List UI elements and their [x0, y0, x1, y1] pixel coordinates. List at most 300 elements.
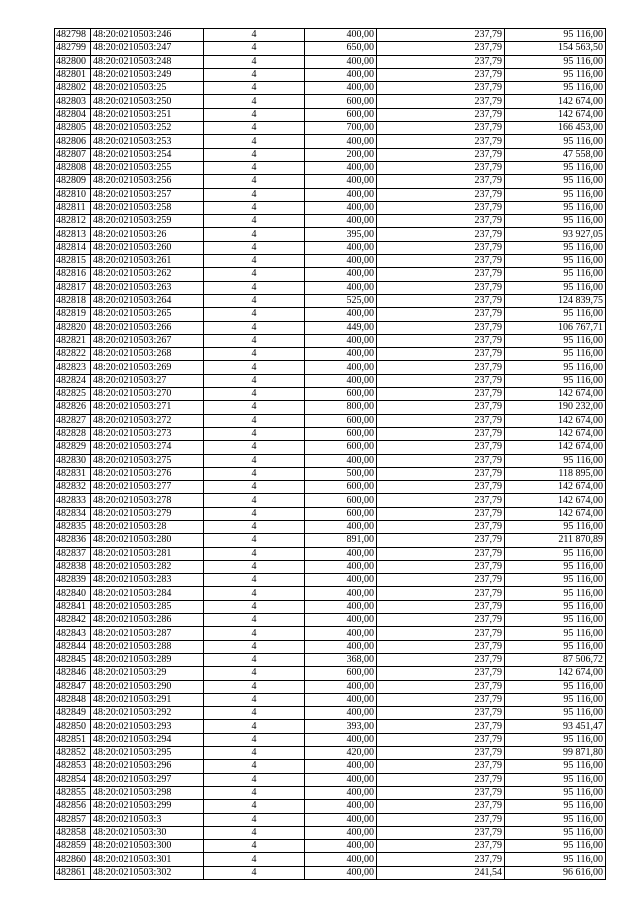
category-cell: 4 [204, 148, 305, 161]
area-cell: 400,00 [305, 547, 377, 560]
cadastral-number-cell: 48:20:0210503:28 [91, 520, 204, 533]
area-cell: 400,00 [305, 281, 377, 294]
category-cell: 4 [204, 175, 305, 188]
cadastral-value-cell: 93 451,47 [505, 720, 606, 733]
category-cell: 4 [204, 853, 305, 866]
cadastral-value-cell: 95 116,00 [505, 640, 606, 653]
cadastral-value-cell: 142 674,00 [505, 414, 606, 427]
row-number-cell: 482817 [55, 281, 91, 294]
area-cell: 400,00 [305, 640, 377, 653]
row-number-cell: 482807 [55, 148, 91, 161]
row-number-cell: 482858 [55, 826, 91, 839]
row-number-cell: 482854 [55, 773, 91, 786]
area-cell: 600,00 [305, 507, 377, 520]
area-cell: 600,00 [305, 494, 377, 507]
cadastral-number-cell: 48:20:0210503:299 [91, 800, 204, 813]
cadastral-value-cell: 142 674,00 [505, 95, 606, 108]
rate-cell: 237,79 [377, 414, 505, 427]
category-cell: 4 [204, 800, 305, 813]
table-row [55, 308, 606, 321]
rate-cell: 237,79 [377, 294, 505, 307]
category-cell: 4 [204, 653, 305, 666]
cadastral-value-cell: 124 839,75 [505, 294, 606, 307]
rate-cell: 237,79 [377, 135, 505, 148]
row-number-cell: 482841 [55, 600, 91, 613]
cadastral-number-cell: 48:20:0210503:262 [91, 268, 204, 281]
cadastral-number-cell: 48:20:0210503:288 [91, 640, 204, 653]
table-row [55, 108, 606, 121]
rate-cell: 237,79 [377, 693, 505, 706]
table-row [55, 667, 606, 680]
row-number-cell: 482849 [55, 707, 91, 720]
rate-cell: 237,79 [377, 95, 505, 108]
area-cell: 400,00 [305, 707, 377, 720]
table-row [55, 600, 606, 613]
area-cell: 400,00 [305, 241, 377, 254]
area-cell: 400,00 [305, 773, 377, 786]
rate-cell: 237,79 [377, 560, 505, 573]
table-row [55, 574, 606, 587]
table-row [55, 188, 606, 201]
row-number-cell: 482840 [55, 587, 91, 600]
cadastral-value-cell: 142 674,00 [505, 507, 606, 520]
cadastral-value-cell: 95 116,00 [505, 840, 606, 853]
category-cell: 4 [204, 614, 305, 627]
area-cell: 600,00 [305, 667, 377, 680]
cadastral-value-cell: 142 674,00 [505, 494, 606, 507]
area-cell: 400,00 [305, 308, 377, 321]
table-row [55, 348, 606, 361]
cadastral-number-cell: 48:20:0210503:275 [91, 454, 204, 467]
cadastral-number-cell: 48:20:0210503:265 [91, 308, 204, 321]
category-cell: 4 [204, 294, 305, 307]
cadastral-value-cell: 118 895,00 [505, 467, 606, 480]
row-number-cell: 482822 [55, 348, 91, 361]
rate-cell: 237,79 [377, 547, 505, 560]
category-cell: 4 [204, 161, 305, 174]
area-cell: 600,00 [305, 427, 377, 440]
cadastral-value-cell: 95 116,00 [505, 547, 606, 560]
category-cell: 4 [204, 374, 305, 387]
cadastral-number-cell: 48:20:0210503:302 [91, 866, 204, 879]
cadastral-number-cell: 48:20:0210503:248 [91, 55, 204, 68]
cadastral-value-cell: 95 116,00 [505, 574, 606, 587]
rate-cell: 237,79 [377, 334, 505, 347]
row-number-cell: 482860 [55, 853, 91, 866]
category-cell: 4 [204, 334, 305, 347]
category-cell: 4 [204, 786, 305, 799]
area-cell: 400,00 [305, 826, 377, 839]
area-cell: 400,00 [305, 374, 377, 387]
cadastral-value-cell: 95 116,00 [505, 68, 606, 81]
row-number-cell: 482835 [55, 520, 91, 533]
category-cell: 4 [204, 667, 305, 680]
table-row [55, 840, 606, 853]
cadastral-number-cell: 48:20:0210503:259 [91, 215, 204, 228]
cadastral-value-cell: 95 116,00 [505, 55, 606, 68]
table-row [55, 760, 606, 773]
table-body [55, 29, 606, 880]
category-cell: 4 [204, 640, 305, 653]
cadastral-number-cell: 48:20:0210503:25 [91, 82, 204, 95]
area-cell: 400,00 [305, 693, 377, 706]
rate-cell: 237,79 [377, 161, 505, 174]
table-row [55, 95, 606, 108]
category-cell: 4 [204, 95, 305, 108]
row-number-cell: 482833 [55, 494, 91, 507]
area-cell: 400,00 [305, 29, 377, 42]
cadastral-value-cell: 95 116,00 [505, 627, 606, 640]
rate-cell: 237,79 [377, 467, 505, 480]
category-cell: 4 [204, 693, 305, 706]
category-cell: 4 [204, 401, 305, 414]
area-cell: 400,00 [305, 520, 377, 533]
cadastral-value-cell: 95 116,00 [505, 707, 606, 720]
area-cell: 400,00 [305, 334, 377, 347]
rate-cell: 237,79 [377, 747, 505, 760]
cadastral-value-cell: 95 116,00 [505, 800, 606, 813]
cadastral-value-cell: 95 116,00 [505, 201, 606, 214]
area-cell: 891,00 [305, 534, 377, 547]
cadastral-number-cell: 48:20:0210503:26 [91, 228, 204, 241]
cadastral-number-cell: 48:20:0210503:281 [91, 547, 204, 560]
row-number-cell: 482823 [55, 361, 91, 374]
row-number-cell: 482851 [55, 733, 91, 746]
cadastral-number-cell: 48:20:0210503:258 [91, 201, 204, 214]
category-cell: 4 [204, 747, 305, 760]
row-number-cell: 482830 [55, 454, 91, 467]
rate-cell: 237,79 [377, 82, 505, 95]
category-cell: 4 [204, 361, 305, 374]
table-row [55, 175, 606, 188]
rate-cell: 237,79 [377, 760, 505, 773]
cadastral-value-cell: 95 116,00 [505, 215, 606, 228]
cadastral-number-cell: 48:20:0210503:301 [91, 853, 204, 866]
cadastral-number-cell: 48:20:0210503:279 [91, 507, 204, 520]
rate-cell: 237,79 [377, 853, 505, 866]
table-row [55, 255, 606, 268]
table-row [55, 786, 606, 799]
category-cell: 4 [204, 467, 305, 480]
table-row [55, 241, 606, 254]
area-cell: 400,00 [305, 215, 377, 228]
table-row [55, 547, 606, 560]
area-cell: 393,00 [305, 720, 377, 733]
table-row [55, 640, 606, 653]
cadastral-value-cell: 95 116,00 [505, 29, 606, 42]
table-row [55, 427, 606, 440]
area-cell: 400,00 [305, 800, 377, 813]
rate-cell: 237,79 [377, 388, 505, 401]
category-cell: 4 [204, 82, 305, 95]
table-row [55, 826, 606, 839]
cadastral-value-cell: 87 506,72 [505, 653, 606, 666]
rate-cell: 237,79 [377, 507, 505, 520]
cadastral-value-cell: 95 116,00 [505, 281, 606, 294]
table-row [55, 627, 606, 640]
area-cell: 395,00 [305, 228, 377, 241]
rate-cell: 237,79 [377, 786, 505, 799]
cadastral-value-cell: 95 116,00 [505, 680, 606, 693]
area-cell: 400,00 [305, 188, 377, 201]
table-row [55, 161, 606, 174]
cadastral-number-cell: 48:20:0210503:251 [91, 108, 204, 121]
row-number-cell: 482826 [55, 401, 91, 414]
table-row [55, 321, 606, 334]
area-cell: 400,00 [305, 600, 377, 613]
row-number-cell: 482852 [55, 747, 91, 760]
row-number-cell: 482799 [55, 42, 91, 55]
cadastral-value-cell: 95 116,00 [505, 268, 606, 281]
cadastral-value-cell: 95 116,00 [505, 454, 606, 467]
table-row [55, 534, 606, 547]
area-cell: 800,00 [305, 401, 377, 414]
area-cell: 400,00 [305, 733, 377, 746]
cadastral-value-cell: 95 116,00 [505, 614, 606, 627]
row-number-cell: 482834 [55, 507, 91, 520]
cadastral-number-cell: 48:20:0210503:271 [91, 401, 204, 414]
category-cell: 4 [204, 840, 305, 853]
cadastral-number-cell: 48:20:0210503:261 [91, 255, 204, 268]
cadastral-value-cell: 190 232,00 [505, 401, 606, 414]
rate-cell: 237,79 [377, 55, 505, 68]
cadastral-number-cell: 48:20:0210503:263 [91, 281, 204, 294]
area-cell: 400,00 [305, 161, 377, 174]
area-cell: 400,00 [305, 560, 377, 573]
category-cell: 4 [204, 135, 305, 148]
row-number-cell: 482824 [55, 374, 91, 387]
cadastral-number-cell: 48:20:0210503:257 [91, 188, 204, 201]
cadastral-number-cell: 48:20:0210503:296 [91, 760, 204, 773]
category-cell: 4 [204, 733, 305, 746]
row-number-cell: 482861 [55, 866, 91, 879]
cadastral-number-cell: 48:20:0210503:294 [91, 733, 204, 746]
rate-cell: 237,79 [377, 441, 505, 454]
rate-cell: 237,79 [377, 707, 505, 720]
rate-cell: 237,79 [377, 826, 505, 839]
table-row [55, 334, 606, 347]
row-number-cell: 482859 [55, 840, 91, 853]
table-row [55, 135, 606, 148]
category-cell: 4 [204, 228, 305, 241]
category-cell: 4 [204, 321, 305, 334]
rate-cell: 237,79 [377, 42, 505, 55]
category-cell: 4 [204, 760, 305, 773]
rate-cell: 237,79 [377, 148, 505, 161]
row-number-cell: 482819 [55, 308, 91, 321]
row-number-cell: 482827 [55, 414, 91, 427]
table-row [55, 414, 606, 427]
area-cell: 600,00 [305, 95, 377, 108]
row-number-cell: 482818 [55, 294, 91, 307]
table-row [55, 388, 606, 401]
table-row [55, 467, 606, 480]
table-row [55, 268, 606, 281]
cadastral-value-cell: 142 674,00 [505, 481, 606, 494]
row-number-cell: 482843 [55, 627, 91, 640]
row-number-cell: 482847 [55, 680, 91, 693]
row-number-cell: 482808 [55, 161, 91, 174]
area-cell: 400,00 [305, 866, 377, 879]
rate-cell: 237,79 [377, 122, 505, 135]
category-cell: 4 [204, 547, 305, 560]
cadastral-number-cell: 48:20:0210503:292 [91, 707, 204, 720]
cadastral-number-cell: 48:20:0210503:287 [91, 627, 204, 640]
cadastral-value-cell: 95 116,00 [505, 135, 606, 148]
rate-cell: 237,79 [377, 640, 505, 653]
cadastral-number-cell: 48:20:0210503:254 [91, 148, 204, 161]
rate-cell: 237,79 [377, 773, 505, 786]
cadastral-value-cell: 95 116,00 [505, 255, 606, 268]
category-cell: 4 [204, 560, 305, 573]
table-row [55, 773, 606, 786]
table-row [55, 800, 606, 813]
area-cell: 400,00 [305, 175, 377, 188]
cadastral-value-cell: 95 116,00 [505, 374, 606, 387]
table-row [55, 454, 606, 467]
cadastral-number-cell: 48:20:0210503:284 [91, 587, 204, 600]
table-row [55, 374, 606, 387]
row-number-cell: 482802 [55, 82, 91, 95]
category-cell: 4 [204, 388, 305, 401]
row-number-cell: 482846 [55, 667, 91, 680]
cadastral-value-cell: 95 116,00 [505, 600, 606, 613]
rate-cell: 237,79 [377, 534, 505, 547]
cadastral-number-cell: 48:20:0210503:250 [91, 95, 204, 108]
row-number-cell: 482845 [55, 653, 91, 666]
category-cell: 4 [204, 268, 305, 281]
table-row [55, 853, 606, 866]
cadastral-number-cell: 48:20:0210503:268 [91, 348, 204, 361]
cadastral-number-cell: 48:20:0210503:277 [91, 481, 204, 494]
rate-cell: 237,79 [377, 600, 505, 613]
rate-cell: 237,79 [377, 813, 505, 826]
rate-cell: 237,79 [377, 188, 505, 201]
cadastral-number-cell: 48:20:0210503:273 [91, 427, 204, 440]
row-number-cell: 482848 [55, 693, 91, 706]
cadastral-number-cell: 48:20:0210503:247 [91, 42, 204, 55]
cadastral-number-cell: 48:20:0210503:297 [91, 773, 204, 786]
cadastral-number-cell: 48:20:0210503:274 [91, 441, 204, 454]
cadastral-value-cell: 95 116,00 [505, 773, 606, 786]
cadastral-number-cell: 48:20:0210503:29 [91, 667, 204, 680]
cadastral-number-cell: 48:20:0210503:282 [91, 560, 204, 573]
rate-cell: 237,79 [377, 175, 505, 188]
rate-cell: 237,79 [377, 840, 505, 853]
table-row [55, 68, 606, 81]
cadastral-value-cell: 47 558,00 [505, 148, 606, 161]
category-cell: 4 [204, 42, 305, 55]
area-cell: 400,00 [305, 268, 377, 281]
area-cell: 400,00 [305, 786, 377, 799]
rate-cell: 237,79 [377, 348, 505, 361]
table-row [55, 733, 606, 746]
cadastral-number-cell: 48:20:0210503:278 [91, 494, 204, 507]
row-number-cell: 482814 [55, 241, 91, 254]
table-row [55, 720, 606, 733]
table-row [55, 401, 606, 414]
table-row [55, 441, 606, 454]
rate-cell: 237,79 [377, 228, 505, 241]
rate-cell: 237,79 [377, 255, 505, 268]
cadastral-value-cell: 142 674,00 [505, 441, 606, 454]
cadastral-value-cell: 95 116,00 [505, 786, 606, 799]
cadastral-number-cell: 48:20:0210503:260 [91, 241, 204, 254]
cadastral-value-cell: 95 116,00 [505, 361, 606, 374]
area-cell: 500,00 [305, 467, 377, 480]
area-cell: 400,00 [305, 201, 377, 214]
cadastral-number-cell: 48:20:0210503:276 [91, 467, 204, 480]
cadastral-number-cell: 48:20:0210503:3 [91, 813, 204, 826]
row-number-cell: 482838 [55, 560, 91, 573]
category-cell: 4 [204, 866, 305, 879]
cadastral-value-cell: 96 616,00 [505, 866, 606, 879]
row-number-cell: 482803 [55, 95, 91, 108]
area-cell: 400,00 [305, 55, 377, 68]
cadastral-value-cell: 95 116,00 [505, 826, 606, 839]
rate-cell: 237,79 [377, 29, 505, 42]
category-cell: 4 [204, 55, 305, 68]
row-number-cell: 482832 [55, 481, 91, 494]
row-number-cell: 482809 [55, 175, 91, 188]
cadastral-value-cell: 142 674,00 [505, 427, 606, 440]
row-number-cell: 482821 [55, 334, 91, 347]
category-cell: 4 [204, 534, 305, 547]
cadastral-number-cell: 48:20:0210503:246 [91, 29, 204, 42]
category-cell: 4 [204, 215, 305, 228]
cadastral-number-cell: 48:20:0210503:30 [91, 826, 204, 839]
table-row [55, 520, 606, 533]
area-cell: 525,00 [305, 294, 377, 307]
cadastral-value-cell: 95 116,00 [505, 853, 606, 866]
rate-cell: 237,79 [377, 614, 505, 627]
rate-cell: 237,79 [377, 308, 505, 321]
row-number-cell: 482842 [55, 614, 91, 627]
area-cell: 400,00 [305, 68, 377, 81]
table-row [55, 294, 606, 307]
row-number-cell: 482856 [55, 800, 91, 813]
area-cell: 400,00 [305, 454, 377, 467]
cadastral-value-cell: 95 116,00 [505, 188, 606, 201]
rate-cell: 237,79 [377, 215, 505, 228]
cadastral-number-cell: 48:20:0210503:280 [91, 534, 204, 547]
category-cell: 4 [204, 707, 305, 720]
table-row [55, 55, 606, 68]
cadastral-number-cell: 48:20:0210503:293 [91, 720, 204, 733]
table-row [55, 201, 606, 214]
category-cell: 4 [204, 188, 305, 201]
cadastral-number-cell: 48:20:0210503:300 [91, 840, 204, 853]
table-row [55, 507, 606, 520]
category-cell: 4 [204, 454, 305, 467]
area-cell: 400,00 [305, 255, 377, 268]
category-cell: 4 [204, 201, 305, 214]
cadastral-number-cell: 48:20:0210503:291 [91, 693, 204, 706]
category-cell: 4 [204, 68, 305, 81]
area-cell: 600,00 [305, 388, 377, 401]
cadastral-number-cell: 48:20:0210503:266 [91, 321, 204, 334]
table-row [55, 228, 606, 241]
row-number-cell: 482850 [55, 720, 91, 733]
rate-cell: 237,79 [377, 481, 505, 494]
category-cell: 4 [204, 680, 305, 693]
rate-cell: 237,79 [377, 520, 505, 533]
cadastral-value-cell: 93 927,05 [505, 228, 606, 241]
area-cell: 400,00 [305, 574, 377, 587]
category-cell: 4 [204, 108, 305, 121]
table-row [55, 281, 606, 294]
cadastral-number-cell: 48:20:0210503:289 [91, 653, 204, 666]
